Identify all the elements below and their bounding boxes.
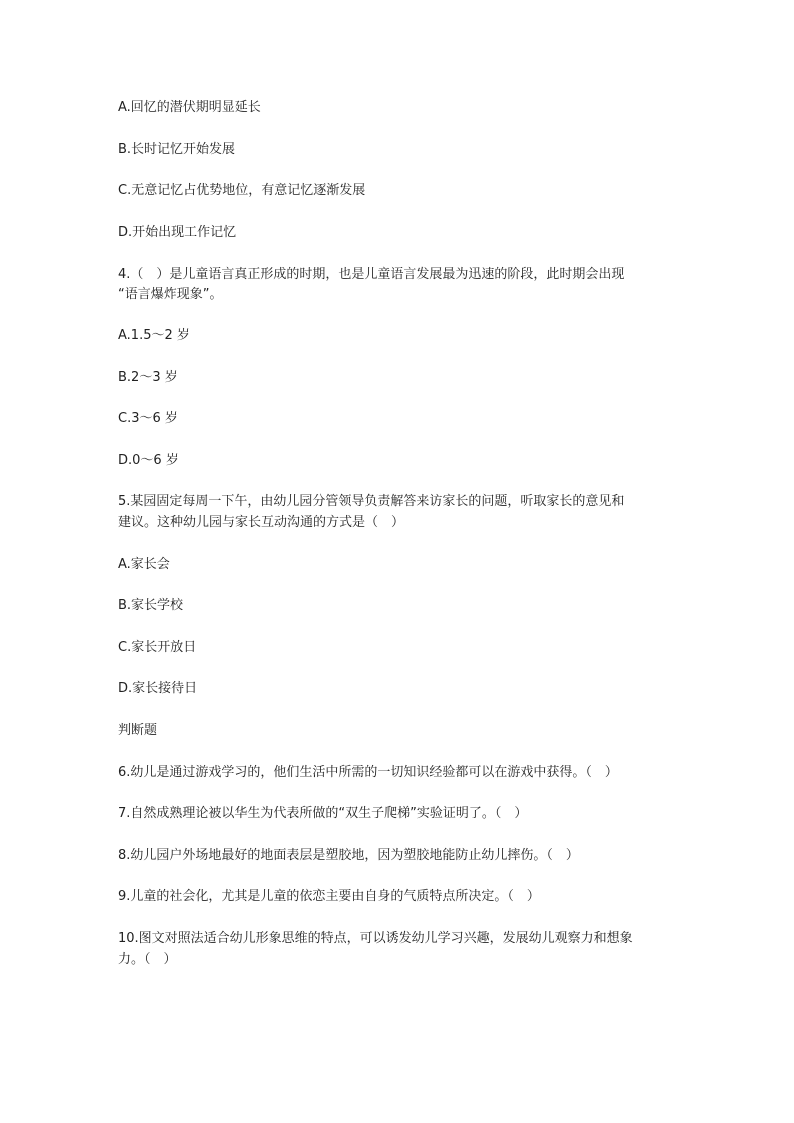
q5-option-d: D.家长接待日: [118, 681, 198, 696]
section-heading-judge: 判断题: [118, 723, 158, 738]
q5-stem-line1: 5.某园固定每周一下午，由幼儿园分管领导负责解答来访家长的问题，听取家长的意见和: [118, 494, 625, 509]
q3-option-a: A.回忆的潜伏期明显延长: [118, 100, 261, 115]
judge-item-10-line1: 10.图文对照法适合幼儿形象思维的特点，可以诱发幼儿学习兴趣，发展幼儿观察力和想象: [118, 931, 633, 946]
q5-option-b: B.家长学校: [118, 598, 184, 613]
q5-stem-line2: 建议。这种幼儿园与家长互动沟通的方式是（ ）: [118, 515, 405, 530]
judge-item-9: 9.儿童的社会化，尤其是儿童的依恋主要由自身的气质特点所决定。（ ）: [118, 889, 540, 904]
judge-item-7: 7.自然成熟理论被以华生为代表所做的“双生子爬梯”实验证明了。（ ）: [118, 806, 528, 821]
judge-item-8: 8.幼儿园户外场地最好的地面表层是塑胶地，因为塑胶地能防止幼儿摔伤。（ ）: [118, 848, 579, 863]
judge-item-6: 6.幼儿是通过游戏学习的，他们生活中所需的一切知识经验都可以在游戏中获得。（ ）: [118, 765, 618, 780]
q4-stem-line1: 4.（ ）是儿童语言真正形成的时期，也是儿童语言发展最为迅速的阶段，此时期会出现: [118, 267, 625, 282]
q4-stem-line2: “语言爆炸现象”。: [118, 287, 223, 302]
judge-item-10-line2: 力。（ ）: [118, 952, 177, 967]
q4-option-b: B.2～3 岁: [118, 370, 178, 385]
q3-option-c: C.无意记忆占优势地位，有意记忆逐渐发展: [118, 183, 366, 198]
q3-option-b: B.长时记忆开始发展: [118, 142, 236, 157]
q3-option-d: D.开始出现工作记忆: [118, 225, 237, 240]
q4-option-a: A.1.5～2 岁: [118, 328, 190, 343]
q5-option-c: C.家长开放日: [118, 640, 197, 655]
q5-option-a: A.家长会: [118, 557, 170, 572]
q4-option-c: C.3～6 岁: [118, 411, 178, 426]
q4-option-d: D.0～6 岁: [118, 453, 179, 468]
